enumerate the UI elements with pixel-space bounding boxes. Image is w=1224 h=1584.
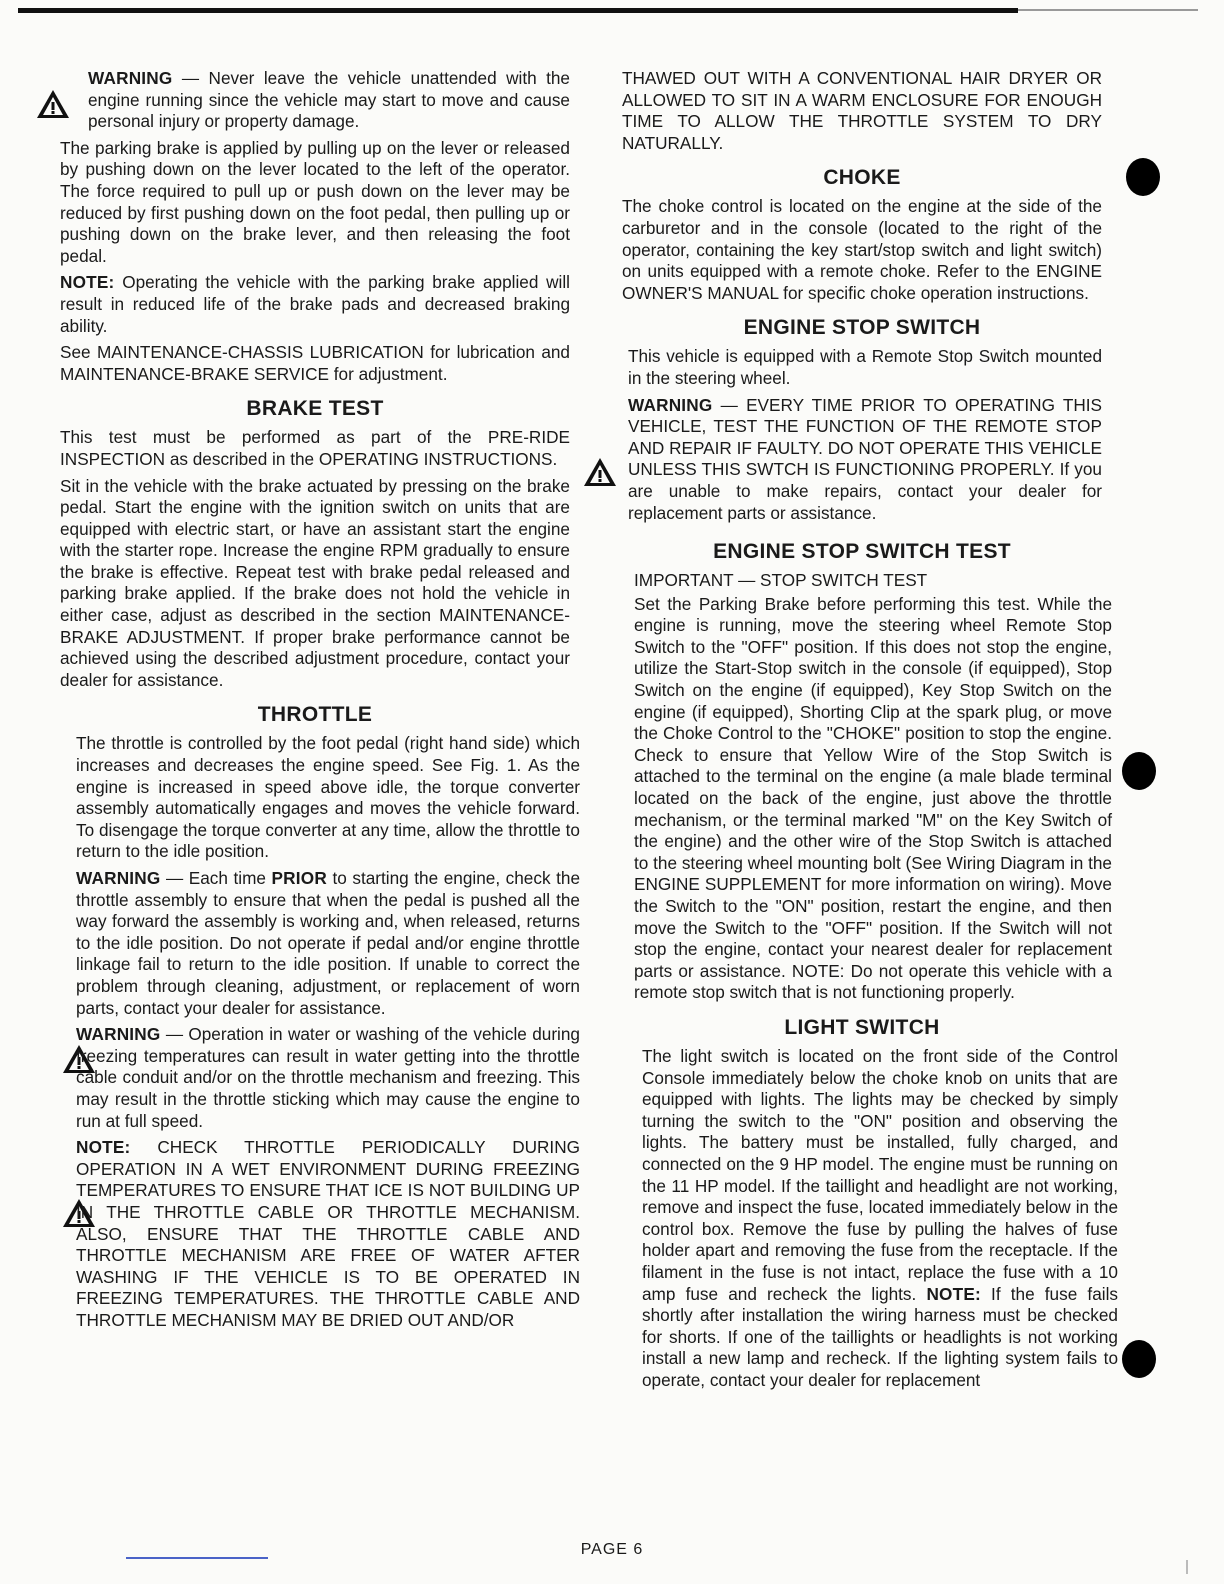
warning-paragraph: [628, 395, 1102, 525]
binder-hole: [1122, 1340, 1156, 1378]
page-number: PAGE 6: [580, 1541, 644, 1558]
body-paragraph: [642, 1046, 1118, 1392]
prior-emphasis: PRIOR: [271, 868, 327, 888]
right-column: [622, 68, 1118, 1396]
warning-paragraph: [88, 68, 570, 133]
warning-label: WARNING: [88, 68, 173, 88]
warning-label: WARNING: [76, 868, 161, 888]
section-heading: ENGINE STOP SWITCH TEST: [713, 540, 1011, 564]
note-label: NOTE:: [926, 1283, 981, 1304]
body-text: The light switch is located on the front side of the Control Console immediately below the choke knob on units that are equipped with lights. The lights may be checked by simply turning the switch to the "ON" position and observing the lights. The battery must be installed, fully charged, and connected on the 9 HP model. The engine must be running on the 11 HP model. If the taillight and headlight are not working, remove and inspect the fuse, located immediately below in the control box. Remove the fuse by pulling the halves of fuse holder apart and removing the fuse from the receptacle. If the filament in the fuse is not intact, replace the fuse with a 10 amp fuse and recheck the lights.: [642, 1045, 1118, 1304]
section-heading: BRAKE TEST: [246, 397, 384, 421]
edge-mark: [1186, 1560, 1188, 1574]
binder-hole: [1122, 752, 1156, 790]
body-text: If the fuse fails shortly after installation the wiring harness must be checked for shorts. If one of the taillights or headlights is not working install a new lamp and recheck. If the lighting system fails to operate, contact your dealer for replacement: [642, 1283, 1118, 1390]
warning-label: WARNING: [76, 1024, 161, 1045]
warning-text: — Never leave the vehicle unattended with the engine running since the vehicle may start to move and cause personal injury or property damage.: [88, 68, 570, 132]
subheading: IMPORTANT — STOP SWITCH TEST: [634, 570, 928, 591]
warning-triangle-icon: [583, 456, 617, 488]
note-text: Operating the vehicle with the parking brake applied will result in reduced life of the brake pads and decreased braking ability.: [60, 272, 570, 336]
left-column: [60, 68, 580, 1336]
body-paragraph: The choke control is located on the engine at the side of the carburetor and in the console (located to the right of the operator, containing the key start/stop switch and light switch) on units equipped with a remote choke. Refer to the ENGINE OWNER'S MANUAL for specific choke operation instructions.: [622, 196, 1102, 303]
bottom-rule: [126, 1557, 268, 1559]
warning-label: WARNING: [628, 394, 713, 415]
body-paragraph: The parking brake is applied by pulling up on the lever or released by pushing down on the lever located to the left of the operator. The force required to pull up or push down on the lever may be reduced by first pushing down on the foot pedal, then pulling up or pushing down on the brake lever, and then releasing the foot pedal.: [60, 137, 570, 266]
body-paragraph: This vehicle is equipped with a Remote Stop Switch mounted in the steering wheel.: [628, 346, 1102, 388]
warning-text: — EVERY TIME PRIOR TO OPERATING THIS VEHICLE, TEST THE FUNCTION OF THE REMOTE STOP AND REPAIR IF FAULTY. DO NOT OPERATE THIS VEHICLE UNLESS THIS SWTCH IS FUNCTIONING PROPERLY. If you are unable to make repairs, contact your dealer for replacement parts or assistance.: [628, 394, 1102, 523]
warning-paragraph: [76, 868, 580, 1019]
binder-hole: [1126, 158, 1160, 196]
top-rule-fade: [1018, 9, 1198, 11]
top-rule: [18, 8, 1018, 13]
warning-text: — Each time: [160, 868, 272, 888]
body-paragraph: The throttle is controlled by the foot pedal (right hand side) which increases and decreases the engine speed. See Fig. 1. As the engine is increased in speed above idle, the torque converter assembly automatically engages and moves the vehicle forward. To disengage the torque converter at any time, allow the throttle to return to the idle position.: [76, 733, 580, 862]
body-paragraph: Set the Parking Brake before performing this test. While the engine is running, move the steering wheel Remote Stop Switch to the "OFF" position. If this does not stop the engine, utilize the Start-Stop switch in the console (if equipped), Stop Switch on the engine (if equipped), Key Stop Switch on the engine (if equipped), Shorting Clip at the spark plug, or move the Choke Control to the "CHOKE" position to stop the engine. Check to ensure that Yellow Wire of the Stop Switch is attached to the terminal on the engine (a male blade terminal located on the back of the engine, just above the throttle mechanism, or the terminal marked "M" on the Key Switch of the engine) and the other wire of the Stop Switch is attached to the steering wheel mounting bolt (See Wiring Diagram in the ENGINE SUPPLEMENT for more information on wiring). Move the Switch to the "ON" position, restart the engine, and then move the Switch to the "OFF" position. If the Switch will not stop the engine, contact your nearest dealer for replacement parts or assistance. NOTE: Do not operate this vehicle with a remote stop switch that is not functioning properly.: [634, 593, 1112, 1003]
note-text: CHECK THROTTLE PERIODICALLY DURING OPERATION IN A WET ENVIRONMENT DURING FREEZING TEMPERATURES TO ENSURE THAT ICE IS NOT BUILDING UP IN THE THROTTLE CABLE OR THROTTLE MECHANISM. ALSO, ENSURE THAT THE THROTTLE CABLE AND THROTTLE MECHANISM ARE FREE OF WATER AFTER WASHING IF THE VEHICLE IS TO BE OPERATED IN FREEZING TEMPERATURES. THE THROTTLE CABLE AND THROTTLE MECHANISM MAY BE DRIED OUT AND/OR: [76, 1137, 580, 1330]
section-heading: THROTTLE: [257, 703, 373, 727]
body-paragraph: See MAINTENANCE-CHASSIS LUBRICATION for lubrication and MAINTENANCE-BRAKE SERVICE for adjustment.: [60, 342, 570, 384]
body-paragraph: Sit in the vehicle with the brake actuated by pressing on the brake pedal. Start the engine with the ignition switch on units that are equipped with electric start, or have an assistant start the engine with the starter rope. Increase the engine RPM gradually to ensure the brake is effective. Repeat test with brake pedal released and parking brake applied. If the brake does not hold the vehicle in either case, adjust as described in the section MAINTENANCE-BRAKE ADJUSTMENT. If proper brake performance cannot be achieved using the described adjustment procedure, contact your dealer for assistance.: [60, 475, 570, 690]
body-paragraph: THAWED OUT WITH A CONVENTIONAL HAIR DRYER OR ALLOWED TO SIT IN A WARM ENCLOSURE FOR ENOUGH TIME TO ALLOW THE THROTTLE SYSTEM TO DRY NATURALLY.: [622, 68, 1102, 153]
section-heading: CHOKE: [823, 166, 901, 190]
warning-text: — Operation in water or washing of the vehicle during freezing temperatures can result in water getting into the throttle cable conduit and/or on the throttle mechanism and freezing. This may result in the throttle sticking which may cause the engine to run at full speed.: [76, 1024, 580, 1131]
section-heading: LIGHT SWITCH: [784, 1015, 940, 1039]
warning-triangle-icon: [36, 88, 70, 120]
warning-paragraph: [76, 1024, 580, 1132]
body-paragraph: This test must be performed as part of the PRE-RIDE INSPECTION as described in the OPERATING INSTRUCTIONS.: [60, 427, 570, 469]
note-label: NOTE:: [60, 272, 115, 293]
section-heading: ENGINE STOP SWITCH: [743, 316, 981, 340]
note-paragraph: [76, 1137, 580, 1331]
note-paragraph: [60, 272, 570, 337]
note-label: NOTE:: [76, 1137, 131, 1158]
warning-text: to starting the engine, check the throttle assembly to ensure that when the pedal is pushed all the way forward the assembly is working and, when released, returns to the idle position. Do not operate if pedal and/or engine throttle linkage fail to return to the idle position. If unable to correct the problem through cleaning, adjustment, or replacement of worn parts, contact your dealer for assistance.: [76, 868, 580, 1018]
